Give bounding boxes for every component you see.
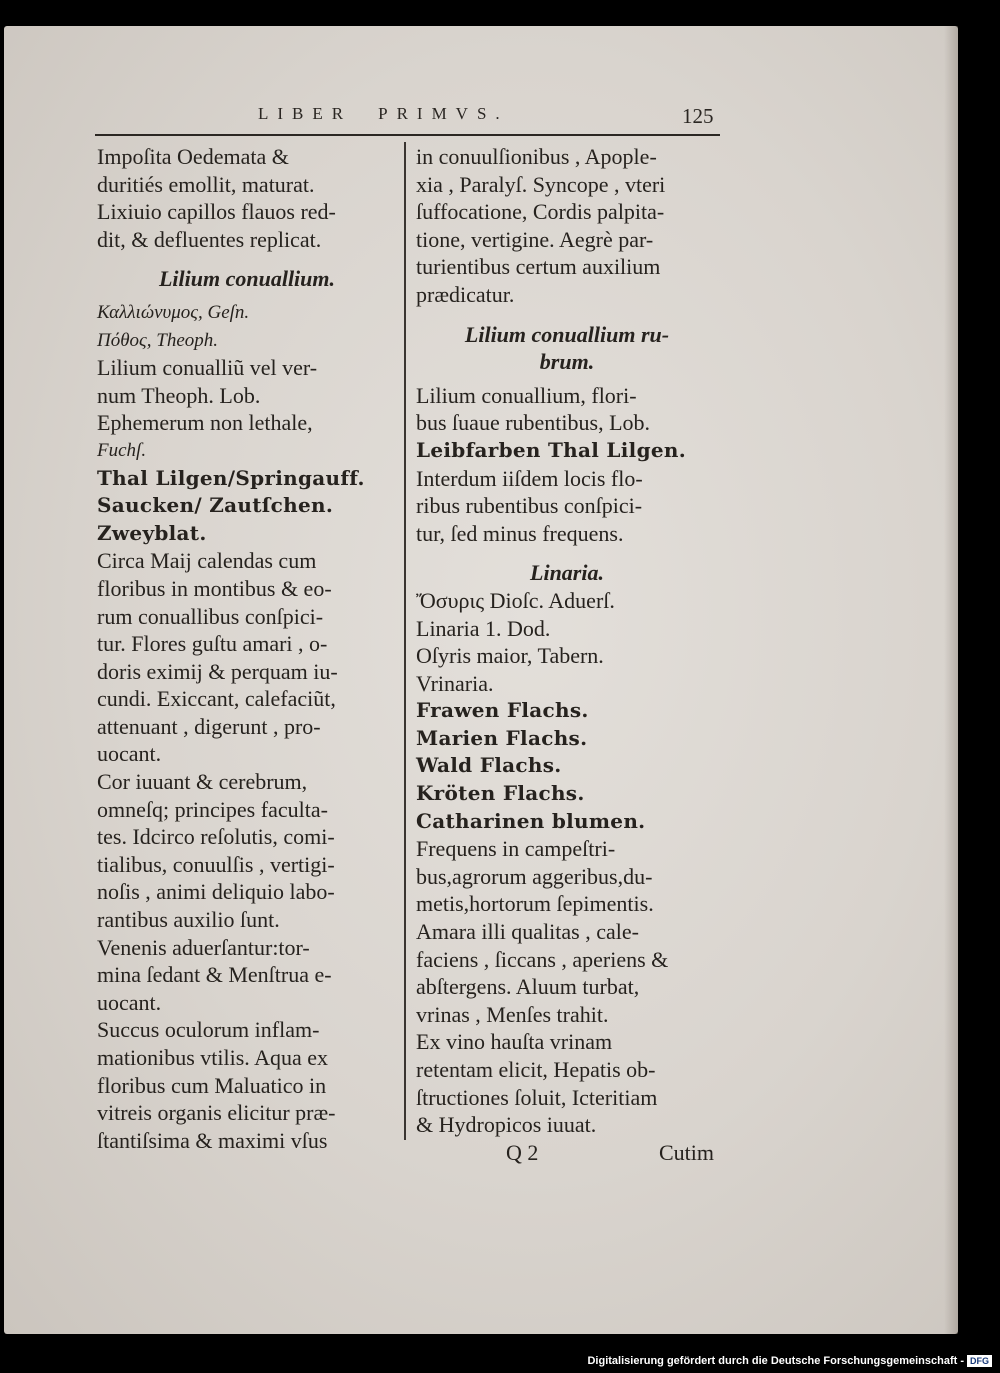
synonym-line: Linaria 1. Dod. <box>416 615 551 641</box>
left-intro-paragraph <box>97 143 397 253</box>
german-name-line: Leibfarben Thal Lilgen. <box>416 437 686 462</box>
signature-line <box>416 1139 718 1167</box>
running-head <box>258 104 509 124</box>
text-line: Venenis aduerſantur:tor- <box>97 934 310 960</box>
text-line: Ex vino hauſta vrinam <box>416 1029 613 1055</box>
text-line: retentam elicit, Hepatis ob- <box>416 1057 656 1082</box>
german-name-line: Saucken/ Zautſchen. <box>97 493 334 518</box>
german-names <box>97 465 397 548</box>
section-heading-lilium-conuallium: Lilium conuallium. <box>158 266 336 292</box>
german-name-line: Zweyblat. <box>97 520 207 545</box>
right-intro-paragraph <box>416 143 718 309</box>
text-line: prædicatur. <box>416 281 515 307</box>
text-line: noſis , animi deliquio labo- <box>97 879 335 905</box>
dfg-logo-icon: DFG <box>967 1355 992 1367</box>
header-rule <box>95 134 720 136</box>
text-line: bus,agrorum aggeribus,du- <box>416 863 653 889</box>
text-line: rantibus auxilio ſunt. <box>97 907 280 933</box>
digitization-credit <box>587 1355 992 1367</box>
text-line: doris eximij & perquam iu- <box>97 658 338 684</box>
page-number: 125 <box>682 104 714 128</box>
text-line: uocant. <box>97 741 162 767</box>
column-divider <box>404 142 406 1140</box>
text-line: vitreis organis elicitur præ- <box>97 1100 336 1126</box>
synonym-line: Oſyris maior, Tabern. <box>416 643 604 669</box>
paragraph <box>416 918 718 1028</box>
text-line: omneſq; principes faculta- <box>97 796 328 822</box>
synonym-line: Ephemerum non lethale, <box>97 410 313 436</box>
left-column <box>97 143 397 1154</box>
text-line: ribus rubentibus conſpici- <box>416 493 643 519</box>
text-line: Impoſita Oedemata & <box>97 144 289 169</box>
paragraph <box>416 465 718 548</box>
german-name-line: Marien Flachs. <box>416 725 588 750</box>
text-line: Lilium conuallium, flori- <box>416 382 637 408</box>
text-line: mationibus vtilis. Aqua ex <box>97 1045 328 1070</box>
synonym-line: Καλλιώνυμος, Geſn. <box>97 301 250 323</box>
german-name-line: Frawen Flachs. <box>416 698 589 723</box>
synonym-line: Vrinaria. <box>416 670 494 696</box>
credit-text: Digitalisierung gefördert durch die Deutsche Forschungsgemeinschaft - <box>587 1354 964 1367</box>
text-line: metis,hortorum ſepimentis. <box>416 891 654 917</box>
text-line: mina ſedant & Menſtrua e- <box>97 962 332 988</box>
text-line: tes. Idcirco reſolutis, comi- <box>97 824 335 850</box>
text-line: cundi. Exiccant, calefaciũt, <box>97 686 336 712</box>
signature-mark: Q 2 <box>506 1139 539 1165</box>
paragraph <box>97 934 397 1017</box>
synonym-line: Ὄσυρις Dioſc. Aduerſ. <box>416 587 615 613</box>
right-column <box>416 143 718 1166</box>
catchword: Cutim <box>658 1139 714 1165</box>
text-line: xia , Paralyſ. Syncope , vteri <box>416 171 666 197</box>
text-line: duritiés emollit, maturat. <box>97 171 315 197</box>
text-line: Interdum iiſdem locis flo- <box>416 465 643 491</box>
synonym-line: Fuchſ. <box>97 439 147 461</box>
text-line: turientibus certum auxilium <box>416 254 661 280</box>
text-line: Circa Maij calendas cum <box>97 548 317 574</box>
paragraph <box>97 1016 397 1154</box>
running-head-word-1: LIBER <box>258 104 353 123</box>
text-line: faciens , ſiccans , aperiens & <box>416 946 669 972</box>
synonym-list <box>416 587 718 697</box>
page-edge-shadow <box>944 26 958 1334</box>
synonym-list <box>97 299 397 465</box>
paragraph <box>97 768 397 934</box>
paragraph <box>416 835 718 918</box>
text-line: tur, ſed minus frequens. <box>416 520 624 546</box>
text-line: bus ſuaue rubentibus, Lob. <box>416 410 651 436</box>
text-line: ſuffocatione, Cordis palpita- <box>416 199 665 225</box>
paragraph <box>97 547 397 768</box>
text-line: Amara illi qualitas , cale- <box>416 919 639 945</box>
text-line: Frequens in campeſtri- <box>416 836 616 862</box>
german-name-line: Wald Flachs. <box>416 753 562 778</box>
text-line: ſtructiones ſoluit, Icteritiam <box>416 1084 658 1110</box>
text-line: floribus in montibus & eo- <box>97 575 332 601</box>
text-line: ſtantiſsima & maximi vſus <box>97 1127 328 1153</box>
synonym-line: Πόθος, Theoph. <box>97 329 219 351</box>
paragraph <box>416 382 718 437</box>
text-line: tialibus, conuulſis , vertigi- <box>97 851 335 877</box>
german-names <box>416 697 718 835</box>
text-line: tur. Flores guſtu amari , o- <box>97 631 328 657</box>
text-line: tione, vertigine. Aegrè par- <box>416 226 654 252</box>
text-line: dit, & defluentes replicat. <box>97 226 322 252</box>
german-name-line: Thal Lilgen/Springauff. <box>97 465 365 490</box>
text-line: & Hydropicos iuuat. <box>416 1112 597 1138</box>
running-head-word-2: PRIMVS. <box>378 104 509 123</box>
synonym-line: num Theoph. Lob. <box>97 382 261 408</box>
text-line: uocant. <box>97 989 162 1015</box>
text-line: Succus oculorum inflam- <box>97 1017 320 1043</box>
german-name-line: Kröten Flachs. <box>416 781 585 806</box>
text-line: in conuulſionibus , Apople- <box>416 144 657 169</box>
section-heading-lilium-rubrum: Lilium conuallium ru- <box>464 321 670 347</box>
paragraph <box>416 1028 718 1138</box>
text-line: floribus cum Maluatico in <box>97 1072 327 1098</box>
section-heading-linaria: Linaria. <box>530 560 604 586</box>
section-heading-lilium-rubrum-cont: brum. <box>539 349 595 375</box>
text-line: rum conuallibus conſpici- <box>97 603 324 629</box>
text-line: vrinas , Menſes trahit. <box>416 1001 609 1027</box>
text-line: Cor iuuant & cerebrum, <box>97 769 308 795</box>
german-name-line: Catharinen blumen. <box>416 808 646 833</box>
text-line: attenuant , digerunt , pro- <box>97 713 321 739</box>
text-line: abſtergens. Aluum turbat, <box>416 974 640 1000</box>
text-line: Lixiuio capillos flauos red- <box>97 199 336 225</box>
synonym-line: Lilium conualliũ vel ver- <box>97 355 318 381</box>
